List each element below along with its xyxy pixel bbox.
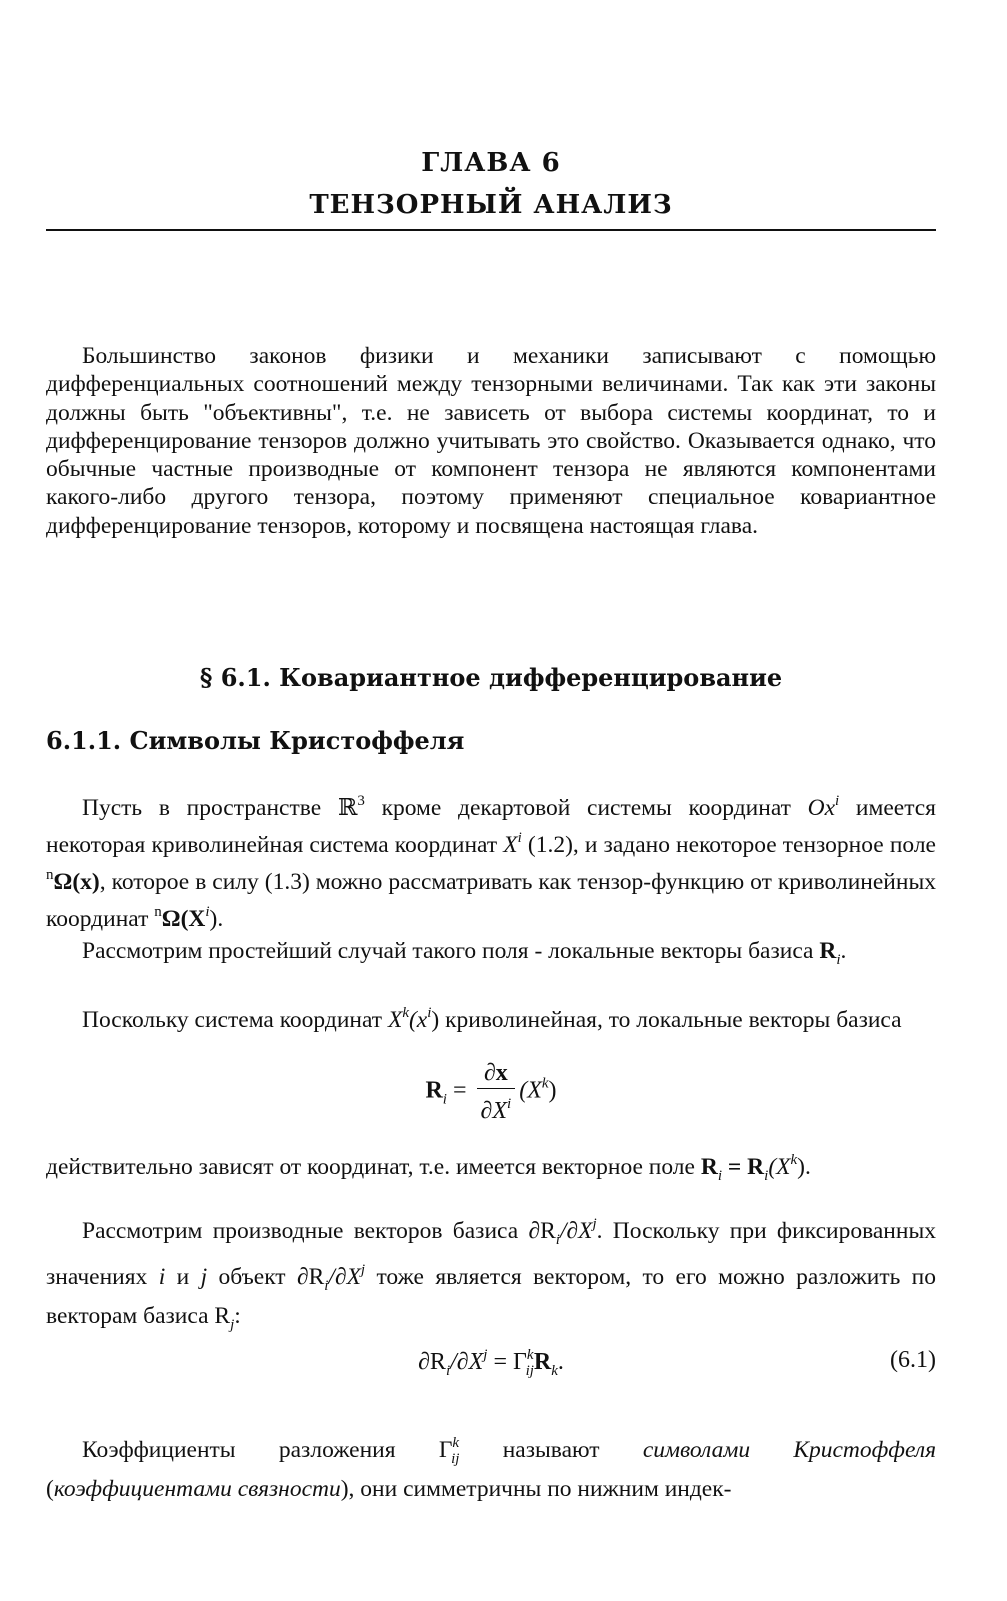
paragraph-1: Пусть в пространстве ℝ$^3$ кроме декартовой системы координат Ox$^i$ имеется некоторая криволинейная система координат $X^i$ (1.2), и задано некоторое тензорное поле $^n$Ω(x), которое в силу (1.3) можно рассматривать как тензор-функцию от криволинейных координат $^n\Omega(X^i)$. <box>46 793 936 932</box>
paragraph-3: Поскольку система координат $X^k(x^i)$ криволинейная, то локальные векторы базиса <box>82 1005 902 1033</box>
section-heading: § 6.1. Ковариантное дифференцирование <box>199 663 783 692</box>
equation-6-1: $\partial R_i/\partial X^j = \Gamma^k_{ij}R_k$. (6.1) <box>418 1347 936 1379</box>
chapter-title: ТЕНЗОРНЫЙ АНАЛИЗ <box>309 190 673 220</box>
title-rule <box>46 229 936 231</box>
subsection-heading: 6.1.1. Символы Кристоффеля <box>46 726 465 755</box>
equation-number: (6.1) <box>890 1347 936 1373</box>
paragraph-4: действительно зависят от координат, т.е. имеется векторное поле $R_i = R_i(X^k)$. <box>46 1152 811 1184</box>
paragraph-6: Коэффициенты разложения $\Gamma^k_{ij}$ называют символами Кристоффеля (коэффициентами связности), они симметричны по нижним индек- <box>46 1435 936 1502</box>
paragraph-5: Рассмотрим производные векторов базиса $\partial R_i/\partial X^j$. Поскольку при фиксированных значениях i и j объект $\partial R_i/\partial X^j$ тоже является вектором, то его можно разложить по векторам базиса $R_j$: <box>46 1216 937 1333</box>
intro-paragraph: Большинство законов физики и механики записывают с помощью дифференциальных соотношений между тензорными величинами. Так как эти законы должны быть "объективны", т.е. не зависеть от выбора системы координат, то и дифференцирование тензоров должно учитывать это свойство. Оказывается однако, что обычные частные производные от компонент тензора не являются компонентами какого-либо другого тензора, поэтому применяют специальное ковариантное дифференцирование тензоров, которому и посвящена настоящая глава. <box>46 343 936 539</box>
paragraph-2: Рассмотрим простейший случай такого поля - локальные векторы базиса $R_i$. <box>82 938 847 968</box>
formula-basis-vectors: $R_i$ = $\frac{\partial x}{\partial X^i}$ $(X^k)$ <box>425 1060 557 1124</box>
chapter-number: ГЛАВА 6 <box>421 148 561 178</box>
fraction: $\frac{\partial x}{\partial X^i}$ <box>477 1058 516 1126</box>
